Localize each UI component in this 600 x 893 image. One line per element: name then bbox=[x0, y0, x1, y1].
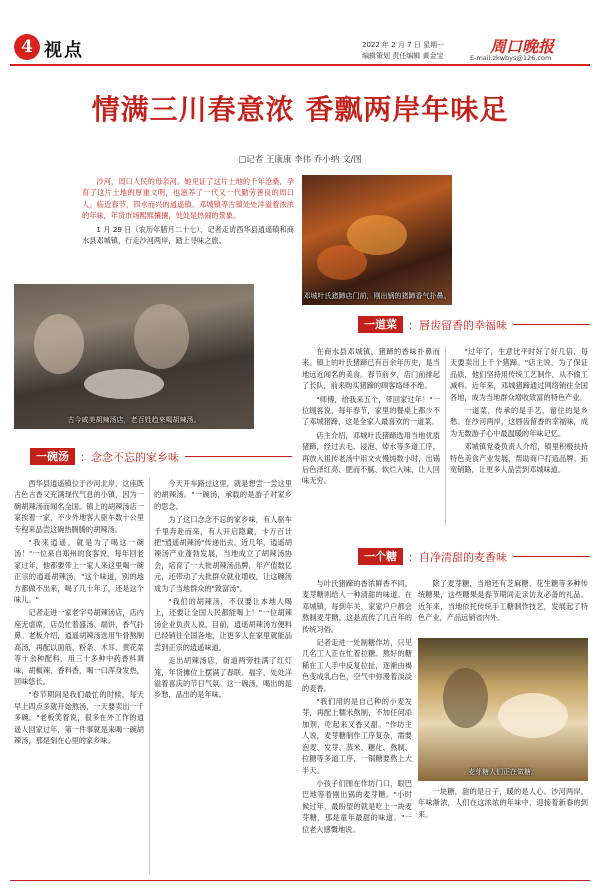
section-rule bbox=[513, 324, 590, 325]
section-tag: 一碗汤 bbox=[30, 448, 75, 465]
newspaper-logo: 周口晚报 bbox=[490, 37, 555, 56]
candy-paragraph: 与叶氏猪蹄的香浓鲜香不同，麦芽糖则给人一种清甜的味道。在邓城镇，每到年关，家家户户都会熬制麦芽糖，这是流传了几百年的传统习俗。 bbox=[302, 579, 412, 634]
dish-column-a bbox=[302, 346, 440, 526]
column-divider bbox=[149, 478, 150, 874]
soup-column-b bbox=[154, 478, 292, 874]
contact-email: E-mail:zkwbys@126.com bbox=[470, 54, 552, 62]
dish-paragraph: "师傅，给我来五个，带回家过年！"一位顾客说，每年春节，家里的餐桌上都少不了邓城猪蹄，这是全家人最喜欢的一道菜。 bbox=[302, 394, 440, 427]
photo-caption: 邓城叶氏猪蹄店门前，刚出锅的猪蹄香气扑鼻。 bbox=[303, 292, 451, 300]
candy-column-b-top bbox=[418, 578, 588, 634]
soup-paragraph: 为了这口念念不忘的家乡味，有人驱车千里奔赴而来，有人开启隐藏，卡万百计把"逍遥胡辣汤"传递出去。近几年，逍遥胡辣汤产业蓬勃发展，当地成立了胡辣汤协会，培育了一大批胡辣汤品牌，年产值数亿元，还带动了大批群众就业增收，让这碗汤成为了当地群众的"致富汤"。 bbox=[154, 515, 292, 593]
intro-text bbox=[82, 176, 294, 278]
section-head-candy bbox=[358, 548, 590, 565]
candy-paragraph: "我们用的是自己种的小麦发芽，再配上糯米熬制，不加任何添加剂，吃起来又香又甜。"作坊主人说，麦芽糖制作工序复杂，需要泡麦、发芽、蒸米、糖化、熬制、拉糖等多道工序，一锅糖要熬上大半天。 bbox=[302, 697, 412, 775]
soup-paragraph: "我们的胡辣汤，不仅要让本地人喝上，还要让全国人民都能喝上！"一位胡辣汤企业负责人说，目前，逍遥胡辣汤方便料已经销往全国各地，让更多人在家里就能品尝到正宗的逍遥味道。 bbox=[154, 597, 292, 652]
footer-rule bbox=[10, 880, 590, 881]
column-divider bbox=[445, 346, 446, 526]
section-subtitle: ：念念不忘的家乡味 bbox=[80, 450, 179, 464]
candy-column-b-bottom bbox=[418, 786, 588, 874]
intro-paragraph: 沙河，周口人民的母亲河。她见证了这片土地的千年沧桑，孕育了这片土地的厚重文明，也滋养了一代又一代勤劳善良的周口人。临近春节，四水而兴的逍遥镇、邓城镇等古镇处处洋溢着浓浓的年味，年货市场熙熙攘攘，处处是热闹的景象。 bbox=[82, 177, 294, 221]
dish-paragraph: 一道菜，传承的是手艺，留住的是乡愁。在沙河两岸，这唇齿留香的幸福味，成为无数游子心中最温暖的年味记忆。 bbox=[450, 406, 588, 438]
section-rule bbox=[185, 456, 292, 457]
section-head-soup bbox=[30, 448, 292, 465]
photo-caption: 古今咸美胡辣汤店，老百姓趋来喝胡辣汤。 bbox=[67, 416, 201, 424]
soup-paragraph: "我来逍遥，就是为了喝这一碗汤！"一位来自郑州的食客说，每年回老家过年，他都要带上一家人来这里喝一碗正宗的逍遥胡辣汤，"这个味道，别的地方都做不出来，喝了几十年了，还是这个味儿。" bbox=[14, 538, 144, 605]
photo-malt-candy-workshop bbox=[418, 638, 588, 781]
masthead bbox=[0, 0, 600, 62]
intro-paragraph: 1 月 29 日（农历年腊月二十七），记者走访西华县逍遥镇和商水县邓城镇，行走沙河两岸，踏上寻味之旅。 bbox=[82, 224, 294, 246]
soup-paragraph: "春节期间是我们最忙的时候，每天早上四点多就开始熬汤，一天要卖出一千多碗。"老板笑着说，很多在外工作的逍遥人回家过年，第一件事就是来喝一碗胡辣汤，那是刻在心里的家乡味。 bbox=[14, 690, 144, 745]
soup-column-a bbox=[14, 478, 144, 874]
photo-caption: 麦芽糖人们正在做糖。 bbox=[468, 768, 538, 776]
section-subtitle: ：唇齿留香的幸福味 bbox=[408, 318, 507, 332]
dish-column-b bbox=[450, 346, 588, 526]
soup-paragraph: 西华县逍遥镇位于沙河北岸，这座既古色古香又充满现代气息的小镇，因为一碗胡辣汤而闻名全国。镇上的胡辣汤店一家挨着一家，不少外地客人驱车数十公里专程来品尝这碗热腾腾的胡辣汤。 bbox=[14, 479, 144, 534]
photo-pork-trotter-shop bbox=[302, 175, 452, 305]
section-head-dish bbox=[358, 316, 590, 333]
section-tag: 一个糖 bbox=[358, 548, 403, 565]
candy-column-a bbox=[302, 578, 412, 874]
soup-paragraph: 记者走进一家老字号胡辣汤店，店内座无虚席，店员忙着盛汤、端饼，香气扑鼻。老板介绍，逍遥胡辣汤选用牛骨熬制高汤，再配以面筋、粉条、木耳、黄花菜等十余种配料，用三十多种中药香料调味，胡椒辣、香料香，喝一口浑身发热，回味悠长。 bbox=[14, 608, 144, 686]
section-rule bbox=[513, 556, 590, 557]
masthead-rule bbox=[10, 64, 590, 66]
dish-paragraph: "过年了，生意比平时好了好几倍，每天要卖出上千个猪蹄。"店主说，为了保证品质，他们坚持用传统工艺制作，从不偷工减料。近年来，邓城猪蹄通过网络销往全国各地，成为当地群众增收致富的特色产业。 bbox=[450, 347, 588, 402]
candy-paragraph: 一块糖，甜的是日子，暖的是人心。沙河两岸，年味渐浓，人们在这浓浓的年味中，迎接着新春的到来。 bbox=[418, 787, 588, 819]
section-name: 视点 bbox=[44, 40, 84, 61]
issue-date: 2022 年 2 月 7 日 星期一 bbox=[362, 41, 445, 49]
editor-credits: 编辑策划 责任编辑 黄金宝 bbox=[362, 52, 444, 60]
section-tag: 一道菜 bbox=[358, 316, 403, 333]
dish-paragraph: 在商水县邓城镇，猪蹄的香味扑鼻而来。镇上的叶氏猪蹄已有百余年历史，是当地远近闻名的美食。春节前夕，店门前排起了长队，前来购买猪蹄的顾客络绎不绝。 bbox=[302, 347, 440, 391]
photo-hulatang-shop bbox=[14, 284, 254, 429]
dish-paragraph: 店主介绍，邓城叶氏猪蹄选用当地优质猪蹄，经过去毛、浸泡、焯水等多道工序，再放入祖传老汤中用文火慢炖数小时，出锅后色泽红亮、肥而不腻、软烂入味，让人回味无穷。 bbox=[302, 430, 440, 486]
section-subtitle: ：自净清甜的麦香味 bbox=[408, 550, 507, 564]
soup-paragraph: 今天开车路过这里，就是想尝一尝这里的胡辣汤。"一碗汤，承载的是游子对家乡的思念。 bbox=[154, 479, 292, 511]
byline: □记者 王康康 李伟 乔小纳 文/图 bbox=[238, 155, 362, 165]
candy-paragraph: 除了麦芽糖，当地还有芝麻糖、花生糖等多种传统糖果，这些糖果是春节期间走亲访友必备的礼品。近年来，当地依托传统手工糖制作技艺，发展起了特色产业，产品远销省内外。 bbox=[418, 579, 588, 623]
candy-paragraph: 小孩子们围在作坊门口，眼巴巴地等着刚出锅的麦芽糖。"小时候过年，最盼望的就是吃上一块麦芽糖，那是童年最甜的味道。"一位老人感慨地说。 bbox=[302, 778, 412, 834]
page-number-badge: 4 bbox=[14, 34, 40, 60]
dish-paragraph: 邓城镇党委负责人介绍，镇里积极扶持特色美食产业发展，帮助商户打造品牌、拓宽销路，让更多人品尝到邓城味道。 bbox=[450, 442, 588, 475]
soup-paragraph: 走出胡辣汤店，街道两旁挂满了红灯笼，年货摊位上摆满了春联、福字，处处洋溢着喜庆的节日气氛。这一碗汤，喝出的是乡愁，品出的是年味。 bbox=[154, 656, 292, 700]
headline: 情满三川春意浓 香飘两岸年味足 bbox=[91, 93, 509, 126]
candy-paragraph: 记者走进一处制糖作坊，只见几名工人正在忙着拉糖。熬好的糖稀在工人手中反复拉扯，逐渐由褐色变成乳白色，空气中弥漫着淡淡的麦香。 bbox=[302, 638, 412, 693]
